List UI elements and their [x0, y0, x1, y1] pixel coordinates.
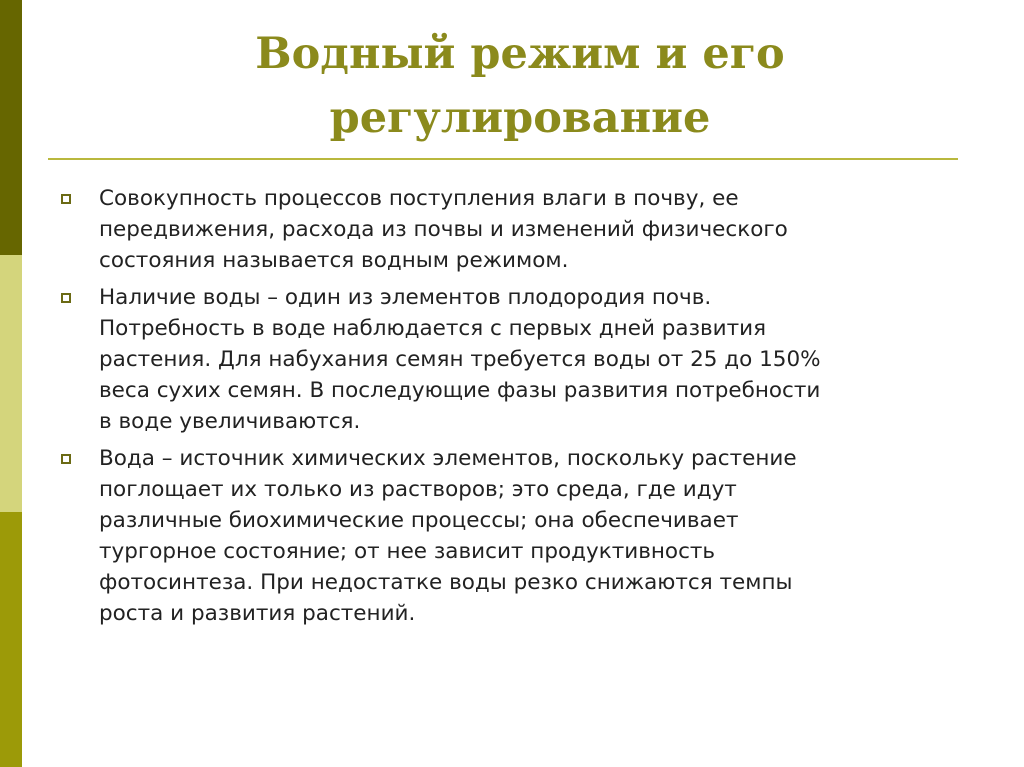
bullet-line: различные биохимические процессы; она обеспечивает	[99, 508, 739, 533]
bullet-line: тургорное состояние; от нее зависит продуктивность	[99, 539, 716, 564]
slide-title-line-1: Водный режим и его	[255, 29, 785, 79]
bullet-line: фотосинтеза. При недостатке воды резко снижаются темпы	[99, 570, 793, 595]
slide-title	[40, 22, 1000, 150]
title-divider	[48, 158, 958, 160]
hollow-square-bullet-icon	[61, 194, 71, 204]
bullet-line: растения. Для набухания семян требуется воды от 25 до 150%	[99, 347, 821, 372]
bullet-line: поглощает их только из растворов; это среда, где идут	[99, 477, 737, 502]
hollow-square-bullet-icon	[61, 293, 71, 303]
bullet-line: веса сухих семян. В последующие фазы развития потребности	[99, 378, 821, 403]
hollow-square-bullet-icon	[61, 454, 71, 464]
bullet-line: Потребность в воде наблюдается с первых дней развития	[99, 316, 767, 341]
side-decoration-bar	[0, 0, 22, 767]
bullet-line: состояния называется водным режимом.	[99, 248, 569, 273]
bullet-item	[60, 282, 960, 437]
side-bar-segment-mid	[0, 512, 22, 767]
bullet-list	[60, 183, 960, 635]
bullet-line: Вода – источник химических элементов, поскольку растение	[99, 446, 797, 471]
side-bar-segment-dark	[0, 0, 22, 255]
slide-title-line-2: регулирование	[329, 93, 711, 143]
bullet-line: Наличие воды – один из элементов плодородия почв.	[99, 285, 712, 310]
bullet-item	[60, 183, 960, 276]
bullet-line: в воде увеличиваются.	[99, 409, 361, 434]
bullet-line: Совокупность процессов поступления влаги в почву, ее	[99, 186, 739, 211]
bullet-item	[60, 443, 960, 629]
bullet-line: роста и развития растений.	[99, 601, 416, 626]
side-bar-segment-light	[0, 255, 22, 512]
bullet-line: передвижения, расхода из почвы и изменений физического	[99, 217, 788, 242]
